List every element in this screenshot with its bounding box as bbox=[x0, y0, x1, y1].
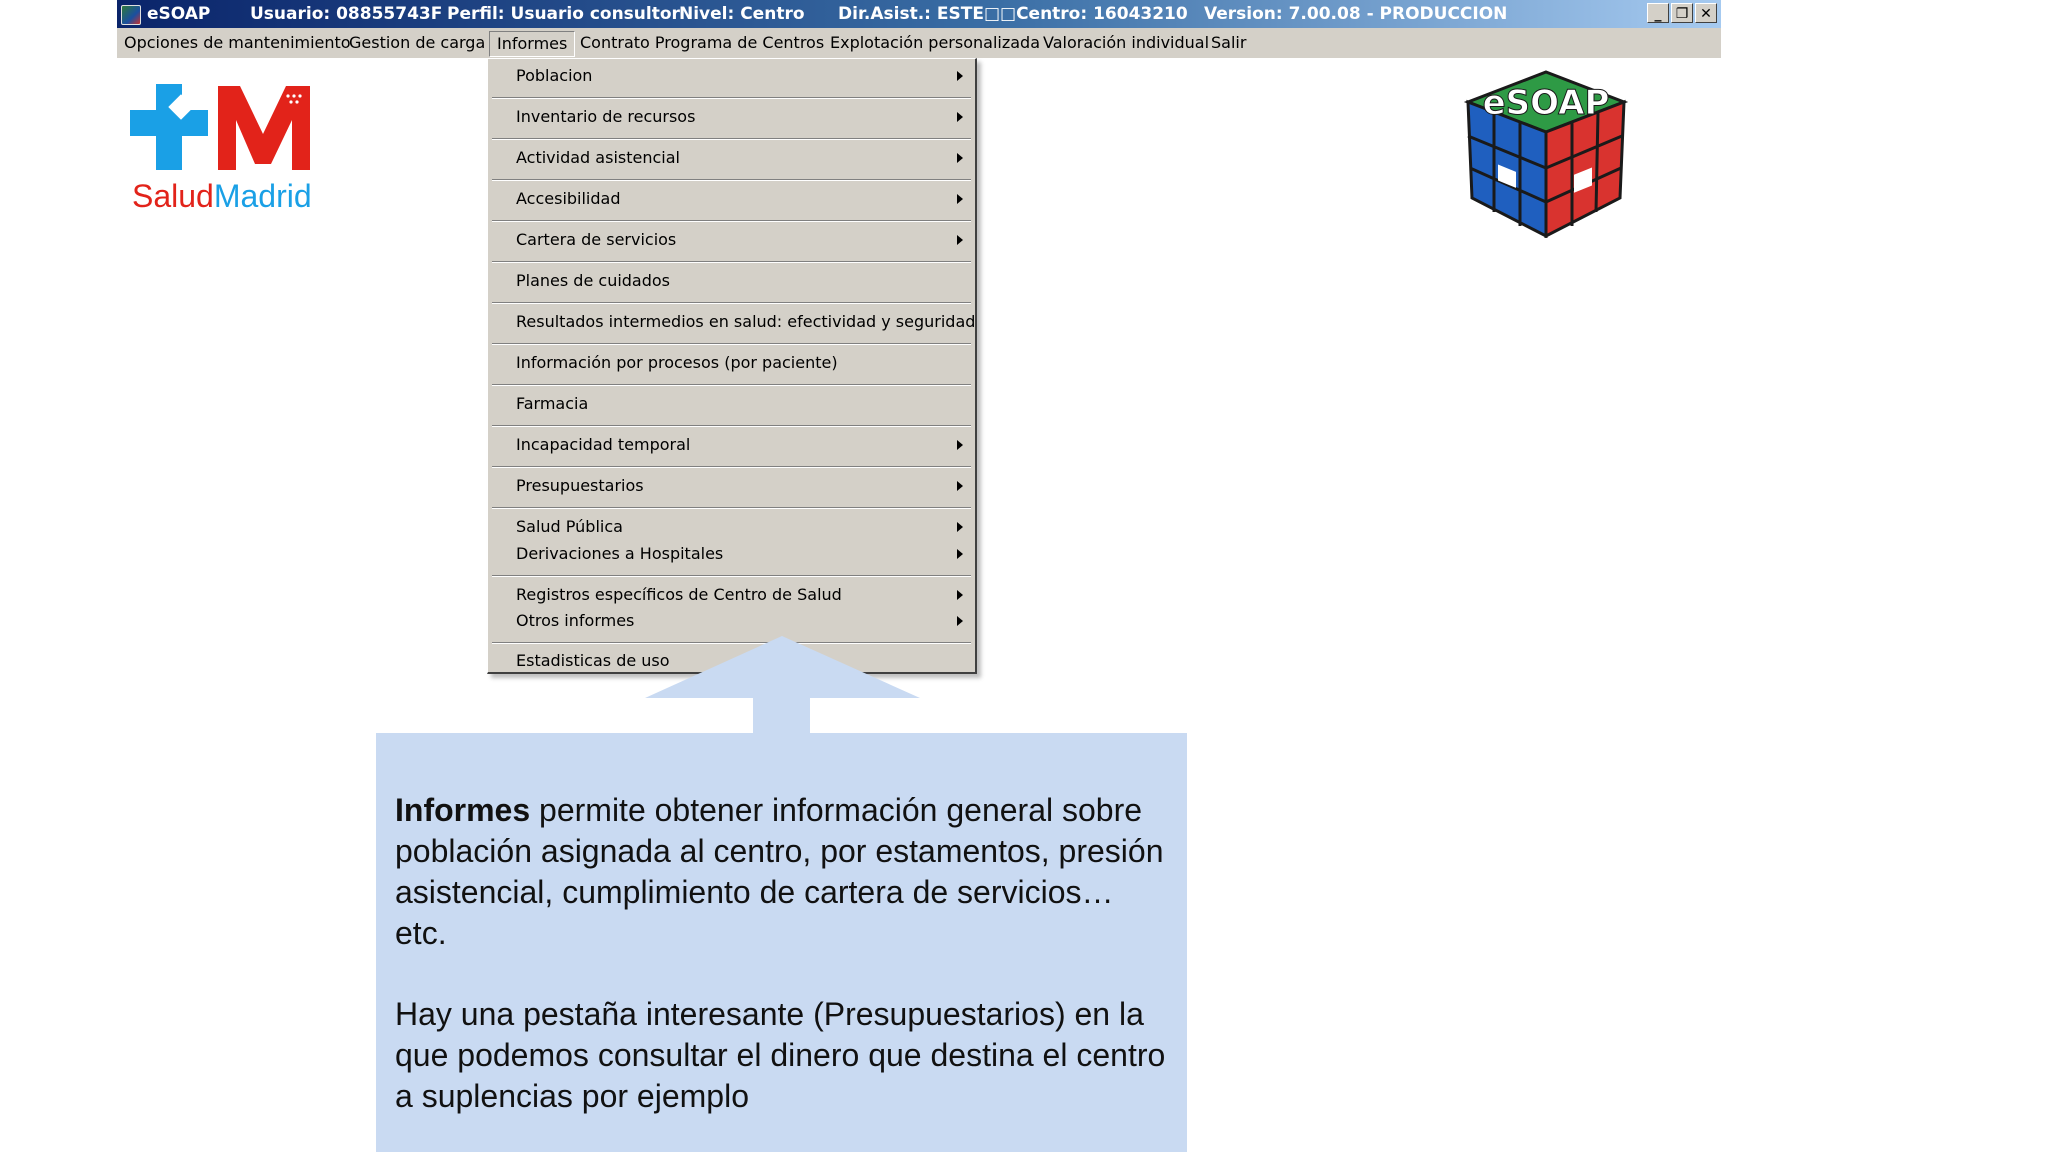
esoap-cube-logo bbox=[1462, 70, 1630, 238]
submenu-arrow-icon bbox=[957, 549, 963, 559]
menu-item-salud-publica[interactable]: Salud Pública bbox=[516, 515, 965, 539]
submenu-arrow-icon bbox=[957, 481, 963, 491]
callout-keyword: Informes bbox=[395, 792, 531, 828]
menu-gestion-carga[interactable]: Gestion de carga bbox=[349, 33, 486, 52]
menu-item-accesibilidad[interactable]: Accesibilidad bbox=[516, 187, 965, 211]
callout-paragraph-1: Informes permite obtener información general sobre población asignada al centro, por estamentos, presión asistencial, cumplimiento de cartera de servicios… etc. bbox=[395, 792, 1164, 951]
menu-item-derivaciones-hospitales[interactable]: Derivaciones a Hospitales bbox=[516, 542, 965, 566]
callout-arrow-icon bbox=[645, 636, 920, 736]
menu-contrato-programa[interactable]: Contrato Programa de Centros bbox=[580, 33, 825, 52]
menu-item-inventario-recursos[interactable]: Inventario de recursos bbox=[516, 105, 965, 129]
profile-info: Perfil: Usuario consultor bbox=[447, 4, 680, 24]
menu-item-actividad-asistencial[interactable]: Actividad asistencial bbox=[516, 146, 965, 170]
menu-separator bbox=[492, 466, 971, 468]
menu-item-presupuestarios[interactable]: Presupuestarios bbox=[516, 474, 965, 498]
menu-separator bbox=[492, 97, 971, 99]
menu-item-resultados-intermedios[interactable]: Resultados intermedios en salud: efectividad y seguridad bbox=[516, 312, 976, 331]
title-bar bbox=[117, 0, 1721, 28]
menu-separator bbox=[492, 425, 971, 427]
window-controls bbox=[1647, 3, 1717, 23]
menu-item-planes-cuidados[interactable]: Planes de cuidados bbox=[516, 271, 671, 290]
version-info: Version: 7.00.08 - PRODUCCION bbox=[1204, 4, 1508, 24]
madrid-m-icon bbox=[218, 86, 310, 170]
close-button[interactable]: ✕ bbox=[1695, 3, 1717, 23]
menu-informes[interactable]: Informes bbox=[489, 31, 575, 57]
submenu-arrow-icon bbox=[957, 71, 963, 81]
app-title: eSOAP bbox=[147, 4, 211, 24]
menu-separator bbox=[492, 384, 971, 386]
menu-separator bbox=[492, 179, 971, 181]
menu-separator bbox=[492, 261, 971, 263]
menu-item-registros-especificos[interactable]: Registros específicos de Centro de Salud bbox=[516, 583, 965, 607]
menu-item-poblacion[interactable]: Poblacion bbox=[516, 64, 965, 88]
restore-button[interactable]: ❐ bbox=[1671, 3, 1693, 23]
menu-item-informacion-procesos[interactable]: Información por procesos (por paciente) bbox=[516, 353, 838, 372]
submenu-arrow-icon bbox=[957, 112, 963, 122]
menu-item-farmacia[interactable]: Farmacia bbox=[516, 394, 589, 413]
user-info: Usuario: 08855743F bbox=[250, 4, 443, 24]
submenu-arrow-icon bbox=[957, 590, 963, 600]
menu-separator bbox=[492, 575, 971, 577]
menu-item-cartera-servicios[interactable]: Cartera de servicios bbox=[516, 228, 965, 252]
menu-separator bbox=[492, 507, 971, 509]
menu-separator bbox=[492, 343, 971, 345]
salud-cross-icon bbox=[130, 84, 208, 170]
submenu-arrow-icon bbox=[957, 616, 963, 626]
submenu-arrow-icon bbox=[957, 440, 963, 450]
esoap-wordmark: eSOAP bbox=[1482, 83, 1610, 123]
menu-explotacion-personalizada[interactable]: Explotación personalizada bbox=[830, 33, 1041, 52]
app-icon bbox=[121, 5, 141, 25]
menu-separator bbox=[492, 220, 971, 222]
menu-bar bbox=[117, 28, 1721, 58]
menu-item-otros-informes[interactable]: Otros informes bbox=[516, 609, 965, 633]
submenu-arrow-icon bbox=[957, 235, 963, 245]
salud-madrid-logo bbox=[128, 82, 328, 217]
menu-valoracion-individual[interactable]: Valoración individual bbox=[1043, 33, 1210, 52]
menu-salir[interactable]: Salir bbox=[1211, 33, 1247, 52]
menu-item-estadisticas-uso[interactable]: Estadisticas de uso bbox=[516, 651, 670, 670]
callout-paragraph-2: Hay una pestaña interesante (Presupuestarios) en la que podemos consultar el dinero que destina el centro a suplencias por ejemplo bbox=[395, 996, 1166, 1114]
center-info: Dir.Asist.: ESTE□□Centro: 16043210 bbox=[838, 4, 1188, 24]
informes-dropdown-menu bbox=[487, 58, 977, 674]
minimize-button[interactable]: _ bbox=[1647, 3, 1669, 23]
menu-separator bbox=[492, 138, 971, 140]
menu-item-incapacidad-temporal[interactable]: Incapacidad temporal bbox=[516, 433, 965, 457]
callout-box bbox=[376, 733, 1187, 1152]
menu-opciones-mantenimiento[interactable]: Opciones de mantenimiento bbox=[124, 33, 351, 52]
submenu-arrow-icon bbox=[957, 194, 963, 204]
salud-madrid-wordmark: SaludMadrid bbox=[132, 178, 312, 214]
submenu-arrow-icon bbox=[957, 153, 963, 163]
level-info: Nivel: Centro bbox=[679, 4, 805, 24]
submenu-arrow-icon bbox=[957, 522, 963, 532]
menu-separator bbox=[492, 302, 971, 304]
